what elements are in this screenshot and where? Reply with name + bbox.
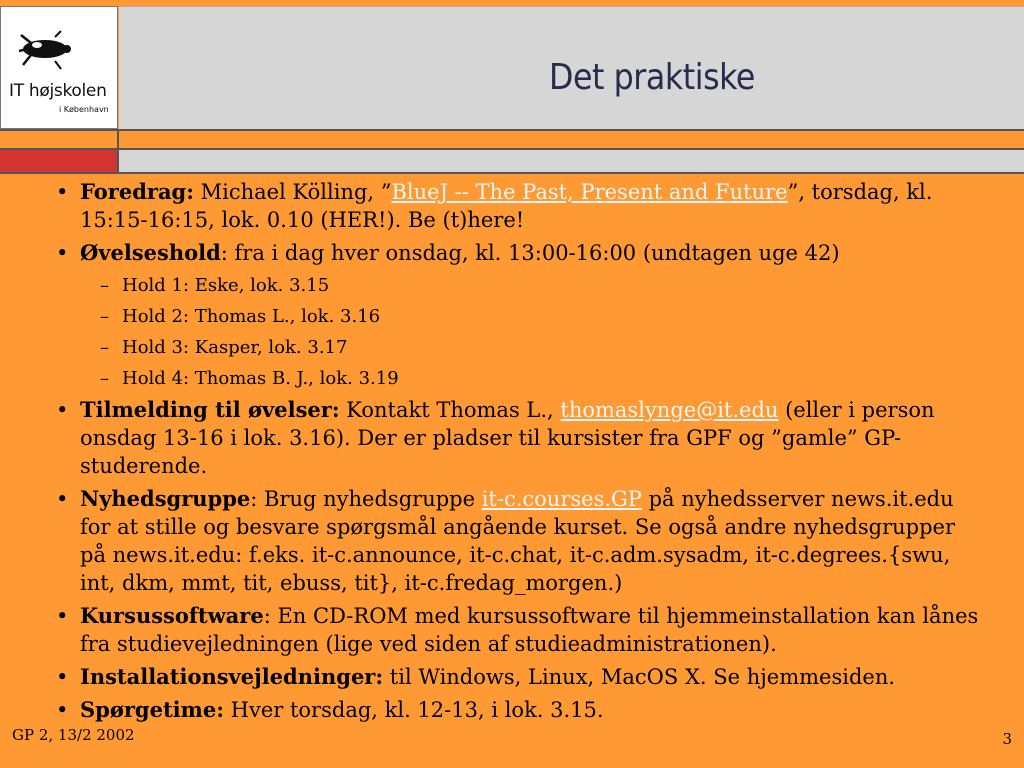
list-item-spoergetime (56, 696, 986, 724)
page-number: 3 (1002, 730, 1012, 748)
item-label: Spørgetime: (80, 697, 224, 722)
item-text: : Brug nyhedsgruppe (250, 487, 482, 511)
item-text: : En CD-ROM med kursussoftware til hjemmeinstallation kan lånes fra studievejledningen (lige ved siden af studieadministrationen). (80, 604, 979, 656)
bullet: • (56, 398, 69, 422)
sub-item (56, 303, 986, 331)
list-item-nyhedsgruppe (56, 485, 986, 597)
dash: – (100, 337, 109, 358)
title-bar (119, 6, 1024, 129)
bullet: • (56, 241, 69, 265)
bullet: • (56, 604, 69, 628)
item-text: : fra i dag hver onsdag, kl. 13:00-16:00 (undtagen uge 42) (220, 241, 840, 265)
slide-title: Det praktiske (549, 57, 755, 98)
sub-item (56, 272, 986, 300)
item-label: Installationsvejledninger: (80, 664, 384, 689)
orange-band (119, 131, 1024, 148)
sub-item (56, 365, 986, 393)
logo-name: IT højskolen (9, 81, 107, 101)
list-item-kursussoftware (56, 602, 986, 658)
bullet: • (56, 665, 69, 689)
slide-content (56, 178, 986, 729)
sub-item (56, 334, 986, 362)
logo-box (0, 6, 118, 129)
divider-vertical (117, 129, 119, 174)
bullet: • (56, 698, 69, 722)
item-label: Foredrag: (80, 179, 194, 204)
newsgroup-link[interactable]: it-c.courses.GP (481, 487, 642, 511)
list-item-tilmelding (56, 396, 986, 480)
item-label: Øvelseshold (80, 240, 221, 265)
sub-item-text: Hold 4: Thomas B. J., lok. 3.19 (122, 368, 399, 389)
red-block (0, 150, 119, 172)
bug-logo-icon (15, 29, 77, 71)
item-label: Kursussoftware (80, 603, 264, 628)
dash: – (100, 368, 109, 389)
list-item-ovelseshold (56, 239, 986, 267)
divider (0, 172, 1024, 174)
bullet: • (56, 487, 69, 511)
sub-item-text: Hold 3: Kasper, lok. 3.17 (122, 337, 348, 358)
item-text: ”, torsdag, kl. 15:15-16:15, lok. 0.10 (HER!). Be (t)here! (80, 180, 933, 232)
item-label: Tilmelding til øvelser: (80, 397, 340, 422)
item-text: Kontakt Thomas L., (339, 398, 561, 422)
logo-city: i København (59, 105, 109, 114)
bullet: • (56, 180, 69, 204)
item-text: til Windows, Linux, MacOS X. Se hjemmesiden. (383, 665, 896, 689)
item-text: på nyhedsserver news.it.edu for at stille og besvare spørgsmål angående kurset. Se også andre nyhedsgrupper på news.it.edu: f.eks. it-c.announce, it-c.chat, it-c.adm.sysadm, it-c.degrees.{swu, int, dkm, mmt, tit, ebuss, tit}, it-c.fredag_morgen.) (80, 487, 955, 595)
item-text: Michael Kölling, ” (193, 180, 392, 204)
item-text: Hver torsdag, kl. 12-13, i lok. 3.15. (223, 698, 604, 722)
email-link[interactable]: thomaslynge@it.edu (560, 398, 779, 422)
dash: – (100, 275, 109, 296)
footer-date: GP 2, 13/2 2002 (12, 726, 135, 744)
dash: – (100, 306, 109, 327)
list-item-foredrag (56, 178, 986, 234)
sub-item-text: Hold 2: Thomas L., lok. 3.16 (122, 306, 381, 327)
sub-item-text: Hold 1: Eske, lok. 3.15 (122, 275, 330, 296)
item-text: (eller i person onsdag 13-16 i lok. 3.16). Der er pladser til kursister fra GPF og ”gamle” GP-studerende. (80, 398, 935, 478)
grey-strip (119, 150, 1024, 172)
list-item-installation (56, 663, 986, 691)
bluej-link[interactable]: BlueJ -- The Past, Present and Future (391, 180, 788, 204)
band-left (0, 131, 119, 148)
item-label: Nyhedsgruppe (80, 486, 251, 511)
